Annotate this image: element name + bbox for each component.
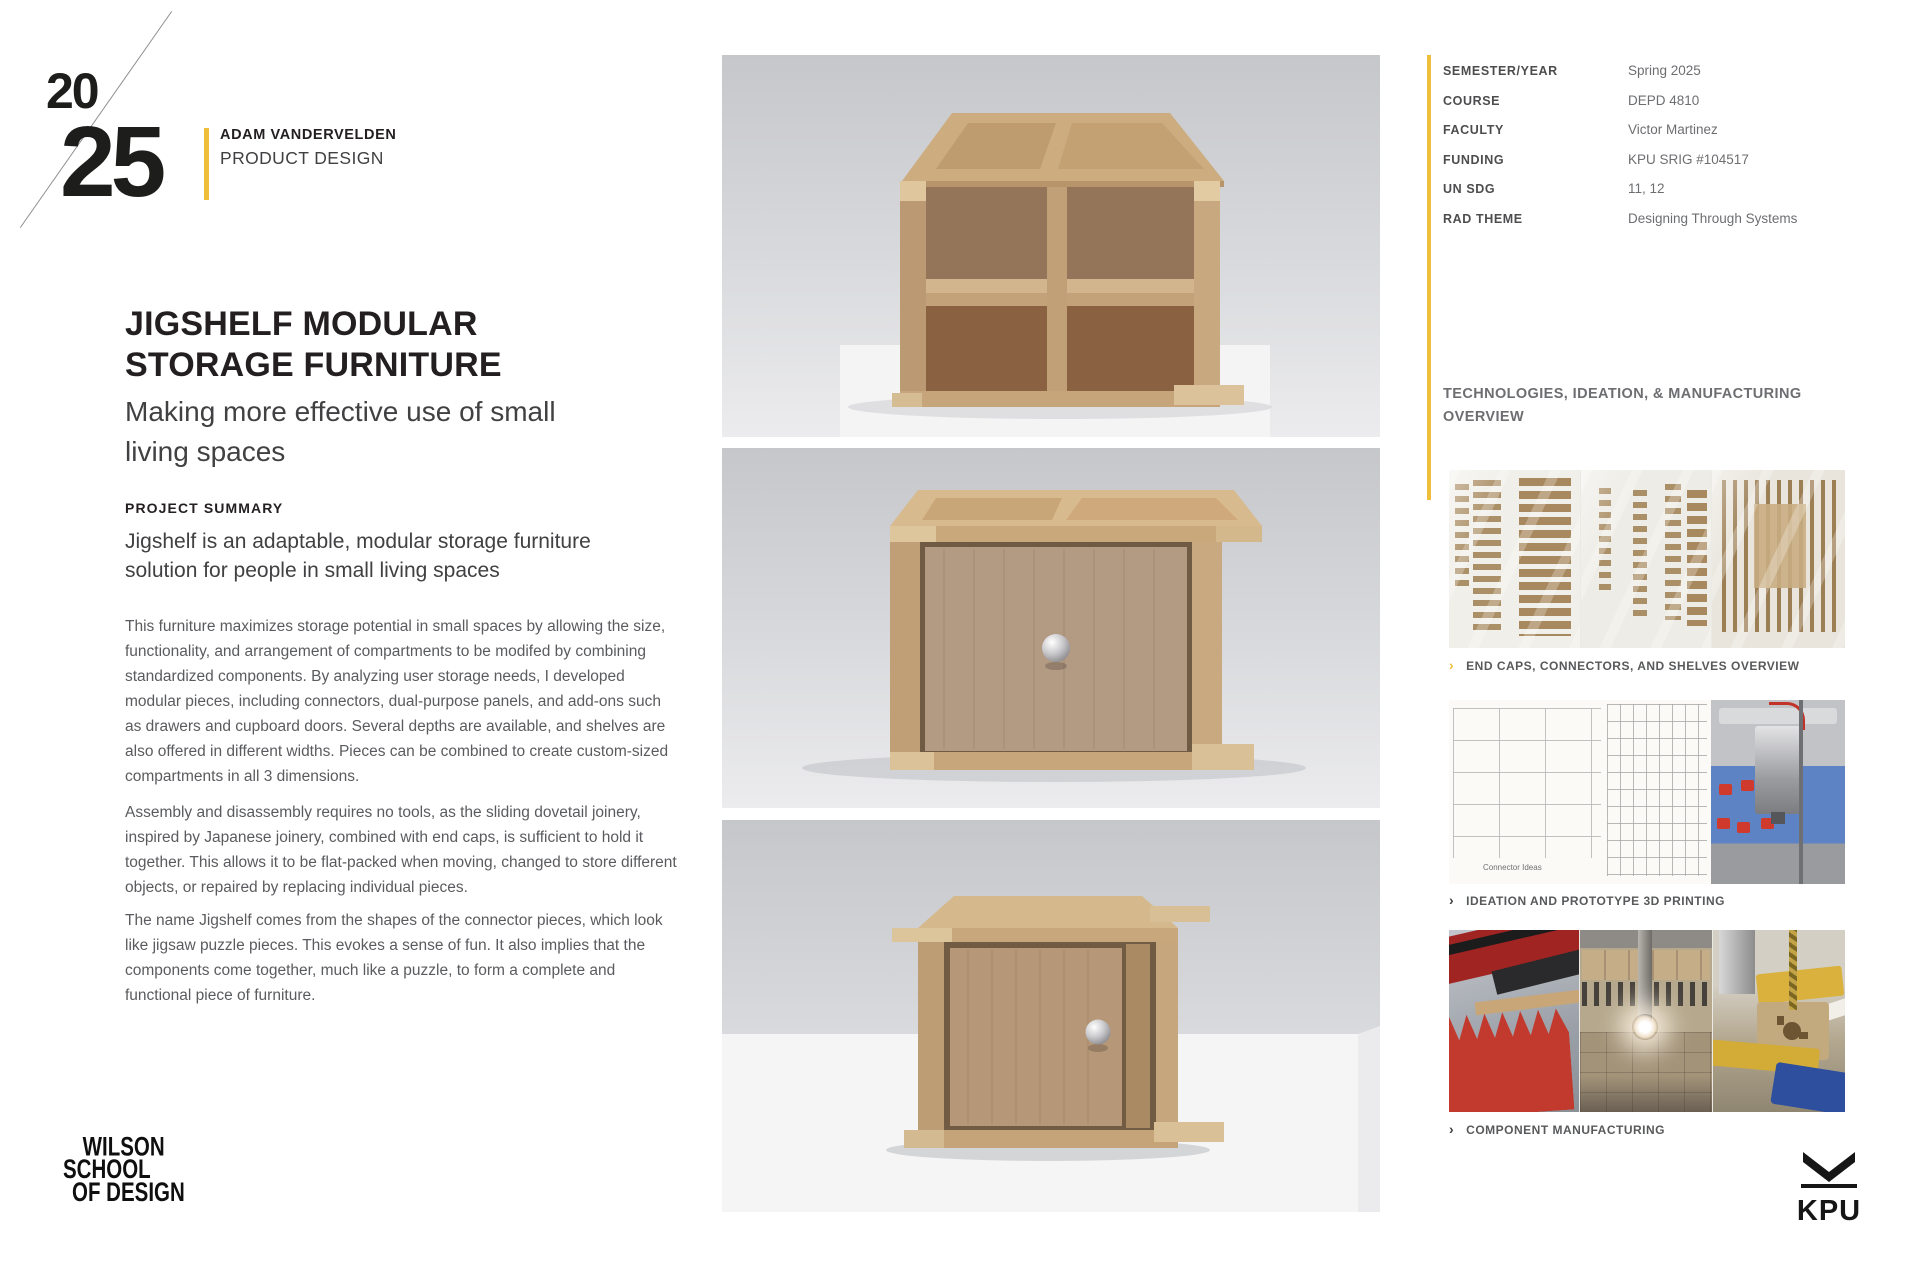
- caption-text: IDEATION AND PROTOTYPE 3D PRINTING: [1466, 894, 1725, 908]
- vertical-slats: [1722, 480, 1836, 632]
- printer-photo: [1711, 700, 1845, 884]
- router-jig-photo: [1449, 930, 1579, 1112]
- image-ideation-3d-printing: [1449, 700, 1845, 884]
- caption-chevron-icon: ›: [1449, 1121, 1455, 1137]
- summary-lead: Jigshelf is an adaptable, modular storage furniture solution for people in small living spaces: [125, 530, 591, 582]
- yellow-clamp-top: [1756, 966, 1845, 1005]
- caption-chevron-icon: ›: [1449, 892, 1455, 908]
- printer-rod: [1799, 700, 1803, 884]
- meta-label: UN SDG: [1443, 182, 1496, 196]
- wilson-logo-line: OF DESIGN: [72, 1177, 185, 1208]
- summary-paragraph-1: This furniture maximizes storage potential in small spaces by allowing the size, functionality, and arrangement of compartments to be modifed by combining standardized components. By analyzing user storage needs, I developed modular pieces, including connectors, dual-purpose panels, and add-ons such as drawers and cupboard doors. Several depths are available, and shelves are also offered in different widths. Pieces can be combined to create custom-sized compartments in all 3 dimensions.: [125, 618, 669, 785]
- right-accent-bar: [1427, 55, 1431, 500]
- laser-spark: [1632, 1014, 1658, 1040]
- wood-slat-stack: [1519, 478, 1571, 636]
- meta-value: DEPD 4810: [1628, 92, 1700, 108]
- sketch-caption: Connector Ideas: [1483, 863, 1542, 872]
- title-line-2: STORAGE FURNITURE: [125, 346, 502, 384]
- caption-manufacturing: [1449, 1123, 1665, 1137]
- meta-value: 11, 12: [1628, 181, 1665, 196]
- caption-chevron-icon: ›: [1449, 657, 1455, 673]
- printed-puzzle-piece: [1741, 780, 1754, 791]
- caption-text: END CAPS, CONNECTORS, AND SHELVES OVERVIEW: [1466, 659, 1800, 673]
- summary-paragraph-3: The name Jigshelf comes from the shapes of the connector pieces, which look like jigsaw puzzle pieces. This evokes a sense of fun. It also implies that the components come together, much like a puzzle, to form a complete and functional piece of furniture.: [125, 912, 663, 1004]
- meta-value: Spring 2025: [1628, 63, 1701, 78]
- meta-row-unsdg: [1443, 180, 1873, 210]
- printed-puzzle-piece: [1737, 822, 1750, 833]
- meta-label: FACULTY: [1443, 123, 1504, 137]
- open-shelf-cube-illustration: [722, 55, 1380, 437]
- drilling-photo: [1713, 930, 1845, 1112]
- laser-head: [1638, 930, 1652, 1022]
- shelf-panel: [1754, 504, 1806, 588]
- image-component-manufacturing: [1449, 930, 1845, 1112]
- meta-label: SEMESTER/YEAR: [1443, 64, 1558, 78]
- puzzle-notch: [1777, 1016, 1784, 1025]
- cupboard-cube-illustration: [722, 820, 1380, 1212]
- caption-ideation: [1449, 894, 1725, 908]
- title-line-1: JIGSHELF MODULAR: [125, 305, 478, 343]
- connector-pieces: [1687, 490, 1707, 626]
- wood-strip-stack: [1473, 480, 1501, 632]
- meta-label: RAD THEME: [1443, 211, 1523, 226]
- summary-paragraph-2: Assembly and disassembly requires no tools, as the sliding dovetail joinery, inspired by Japanese joinery, combined with end caps, is sufficient to hold it together. This allows it to be flat-packed when moving, changed to store different objects, or repaired by replacing individual pieces.: [125, 804, 677, 896]
- image-end-caps-connectors-shelves: [1449, 470, 1845, 648]
- kpu-eagle-icon: [1801, 1152, 1857, 1188]
- wood-strip: [1475, 990, 1579, 1016]
- printed-puzzle-piece: [1719, 784, 1732, 795]
- print-head: [1755, 726, 1801, 814]
- author-accent-bar: [204, 128, 209, 200]
- printed-puzzle-piece: [1717, 818, 1730, 829]
- caption-end-caps: [1449, 659, 1799, 673]
- year-top: 20: [46, 63, 98, 119]
- sketch-grid-dense: [1607, 704, 1707, 876]
- photo-drawer-module: [722, 448, 1380, 808]
- connector-pieces: [1665, 484, 1681, 620]
- year-bottom: 25: [60, 106, 162, 218]
- kpu-logo: [1796, 1152, 1862, 1228]
- meta-label: FUNDING: [1443, 152, 1505, 167]
- page-title: [125, 304, 502, 386]
- laser-cutting-photo: [1580, 930, 1712, 1112]
- kpu-logo-text: KPU: [1796, 1195, 1862, 1227]
- drawer-module-illustration: [722, 448, 1380, 808]
- meta-row-course: [1443, 92, 1873, 122]
- wilson-logo-line: SCHOOL: [63, 1154, 151, 1185]
- project-meta-table: [1443, 62, 1873, 239]
- drill-bit: [1789, 930, 1797, 1010]
- meta-row-semester: [1443, 62, 1873, 92]
- drill-chuck: [1719, 930, 1755, 994]
- puzzle-notch: [1799, 1032, 1808, 1039]
- sketch-grid-large: [1453, 708, 1601, 858]
- meta-value: Victor Martinez: [1628, 122, 1718, 137]
- author-block: [220, 127, 396, 169]
- meta-row-faculty: [1443, 121, 1873, 151]
- photo-open-shelf-cube: [722, 55, 1380, 437]
- sketch-sheet: [1449, 700, 1711, 884]
- meta-row-radtheme: [1443, 210, 1873, 240]
- components-panel-middle: [1581, 470, 1711, 648]
- meta-value: KPU SRIG #104517: [1628, 151, 1749, 167]
- cutting-bed: [1580, 1032, 1712, 1112]
- featherboard: [1449, 1006, 1574, 1112]
- connector-pieces: [1633, 490, 1647, 616]
- meta-value: Designing Through Systems: [1628, 210, 1798, 226]
- program-name: PRODUCT DESIGN: [220, 148, 384, 168]
- meta-label: COURSE: [1443, 93, 1501, 108]
- photo-cupboard-cube: [722, 820, 1380, 1212]
- blue-clamp: [1770, 1062, 1845, 1112]
- caption-text: COMPONENT MANUFACTURING: [1466, 1123, 1665, 1137]
- subtitle: Making more effective use of small living spaces: [125, 396, 556, 467]
- wood-strip-stack: [1455, 484, 1469, 588]
- author-name: ADAM VANDERVELDEN: [220, 127, 397, 143]
- meta-row-funding: [1443, 151, 1873, 181]
- components-panel-right: [1712, 470, 1845, 648]
- components-panel-left: [1449, 470, 1580, 648]
- technologies-section-heading: TECHNOLOGIES, IDEATION, & MANUFACTURING OVERVIEW: [1443, 386, 1802, 425]
- wilson-logo-line: WILSON: [82, 1131, 165, 1162]
- wilson-school-of-design-logo: [63, 1131, 185, 1208]
- connector-pieces: [1599, 488, 1611, 594]
- summary-heading: PROJECT SUMMARY: [125, 500, 284, 516]
